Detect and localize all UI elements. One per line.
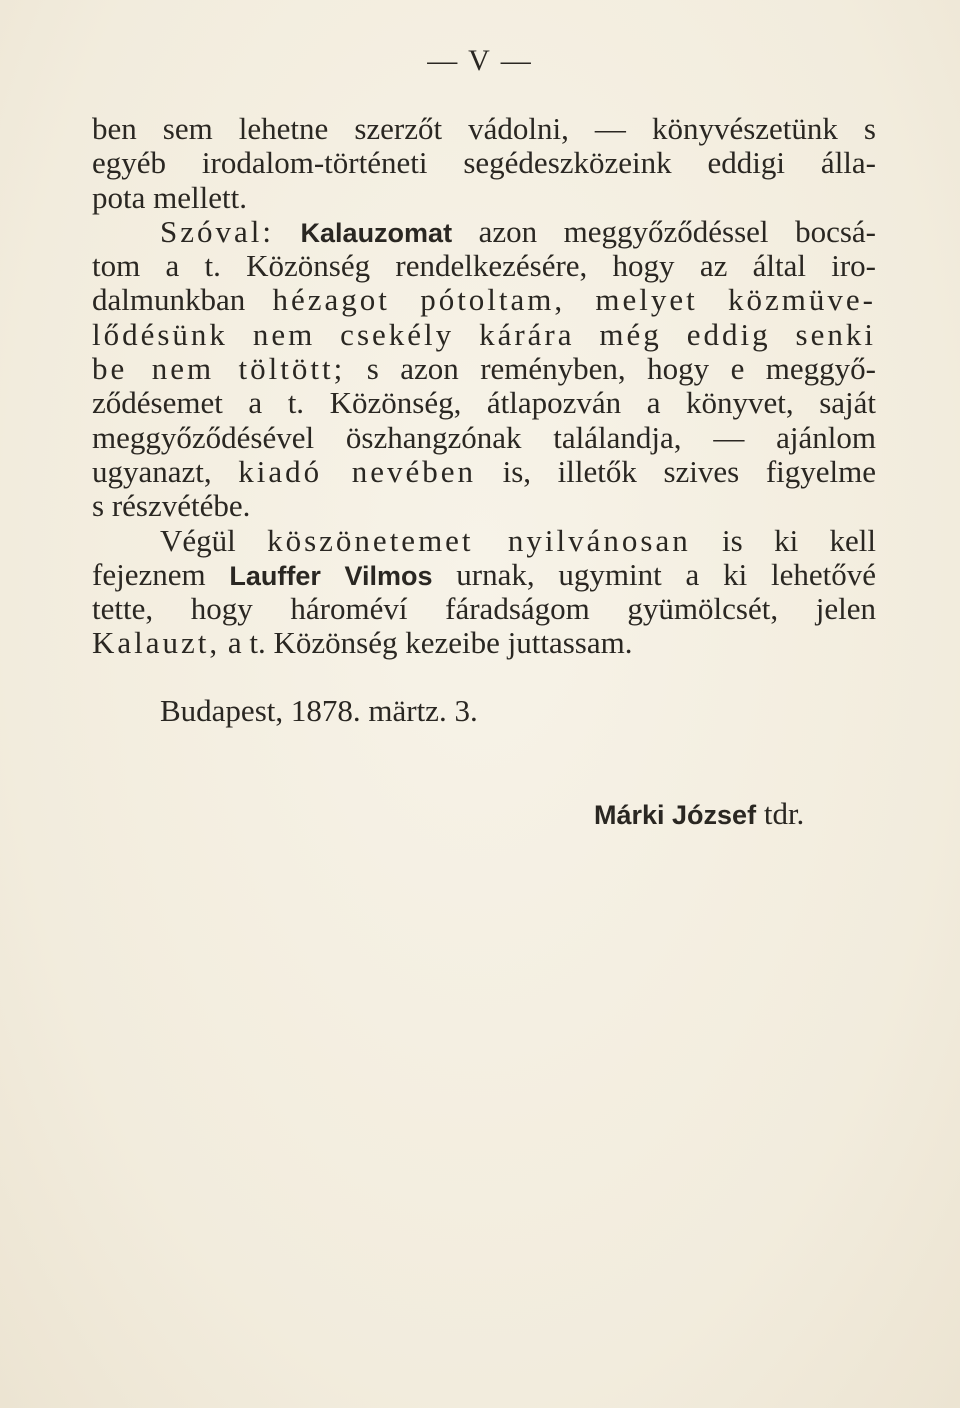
text-line: [92, 352, 876, 386]
spaced-text: kiadó nevében: [238, 453, 477, 489]
spaced-text: hézagot pótoltam, melyet közmüve-: [272, 282, 877, 318]
text-run: s azon reményben, hogy e meggyő-: [366, 351, 876, 387]
text-run: is, illetők szives figyelme: [502, 453, 877, 489]
text-line: [92, 524, 876, 558]
bold-name: Lauffer Vilmos: [229, 560, 433, 591]
text-run: urnak, ugymint a ki lehetővé: [456, 556, 876, 592]
text-run: Végül: [160, 522, 236, 558]
text-line: tom a t. Közönség rendelkezésére, hogy az által iro-: [92, 248, 876, 284]
body-text: [92, 112, 876, 661]
spaced-text: be nem töltött;: [92, 351, 346, 387]
text-line: tette, hogy hároméví fáradságom gyümölcsét, jelen: [92, 591, 876, 627]
text-run: a t. Közönség kezeibe juttassam.: [227, 625, 633, 661]
author-name: Márki József: [594, 800, 757, 830]
text-line: [92, 626, 876, 660]
text-run: ugyanazt,: [92, 453, 212, 489]
text-line: [92, 455, 876, 489]
text-line: meggyőződésével öszhangzónak találandja, — ajánlom: [92, 419, 876, 455]
text-run: fejeznem: [92, 556, 206, 592]
page-number: — V —: [427, 44, 533, 77]
text-line: [92, 215, 876, 249]
text-run: azon meggyőződéssel bocsá-: [478, 213, 876, 249]
spaced-text: köszönetemet nyilvánosan: [267, 522, 691, 558]
spaced-word: Szóval:: [160, 213, 274, 249]
spaced-word: Kalauzt,: [92, 625, 221, 661]
place-date: Budapest, 1878. märtz. 3.: [160, 693, 478, 728]
text-run: is ki kell: [722, 522, 877, 558]
text-line: ben sem lehetne szerzőt vádolni, — könyvészetünk s: [92, 111, 876, 146]
text-line: lődésünk nem csekély kárára még eddig senki: [92, 316, 876, 352]
text-line: egyéb irodalom-történeti segédeszközeink eddigi álla-: [92, 145, 876, 181]
text-line: pota mellett.: [92, 179, 247, 215]
bold-title: Kalauzomat: [300, 217, 453, 248]
text-line: [92, 283, 876, 317]
author-title: tdr.: [763, 796, 805, 831]
text-line: [92, 558, 876, 592]
text-run: dalmunkban: [92, 282, 246, 318]
text-line: s részvétébe.: [92, 488, 251, 524]
text-line: ződésemet a t. Közönség, átlapozván a könyvet, saját: [92, 385, 876, 421]
signature: [594, 796, 804, 832]
